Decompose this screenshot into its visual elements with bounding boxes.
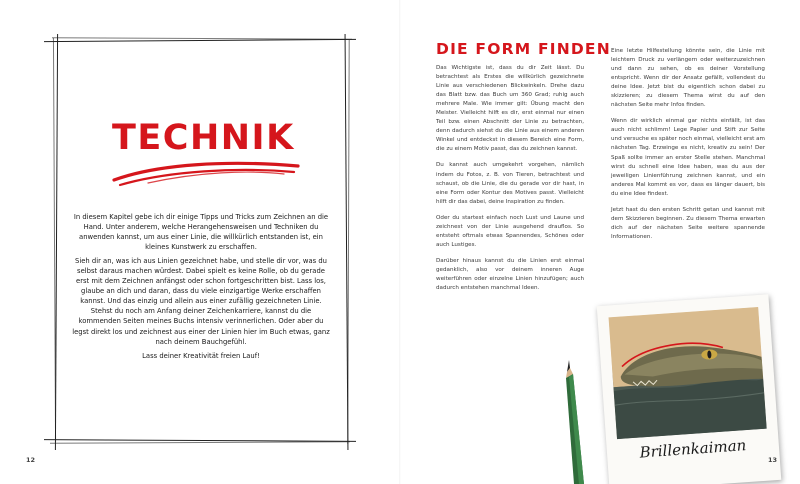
polaroid-caption: Brillenkaiman	[639, 436, 747, 462]
page-number-left: 12	[26, 456, 36, 464]
text-column-right	[611, 47, 765, 249]
body-paragraph: Du kannst auch umgekehrt vorgehen, nämlich indem du Fotos, z. B. von Tieren, betrachtest und schaust, ob die Linie, die du gerade vor dir hast, in eine Form oder Kontur des Motives passt. Vielleicht hilft dir das dabei, deine Inspiration zu finden.	[436, 162, 584, 205]
intro-closing: Lass deiner Kreativität freien Lauf!	[142, 351, 260, 360]
frame-line-right-sketch	[347, 40, 349, 444]
body-paragraph: Wenn dir wirklich einmal gar nichts einfällt, ist das auch nicht schlimm! Lege Papier und Stift zur Seite und versuche es später noch einmal, vielleicht erst am nächsten Tag. Erzwinge es nicht, kreativ zu sein! Der Spaß sollte immer an erster Stelle stehen. Manchmal wirst du schnell eine Idee haben, was du aus der jeweiligen Linienführung zeichnen kannst, und ein anderes Mal kommt es vor, dass es länger dauert, bis du eine Idee findest.	[611, 118, 765, 197]
intro-paragraph: In diesem Kapitel gebe ich dir einige Tipps und Tricks zum Zeichnen an die Hand. Unter anderem, welche Herangehensweisen und Techniken du anwenden kannst, um aus einer Linie, die willkürlich entstanden ist, ein kleines Kunstwerk zu erschaffen.	[73, 213, 329, 252]
frame-line-bottom-sketch	[50, 441, 350, 444]
body-paragraph: Jetzt hast du den ersten Schritt getan und kannst mit dem Skizzieren beginnen. Zu diesem Thema erwarten dich auf der nächsten Seite weitere spannende Informationen.	[611, 206, 765, 240]
book-gutter	[399, 0, 401, 484]
body-paragraph: Das Wichtigste ist, dass du dir Zeit lässt. Du betrachtest als Erstes die willkürlich gezeichnete Linie aus verschiedenen Blickwinkeln. Drehe dazu das Blatt bzw. das Buch um 360 Grad; ruhig auch mehrere Male. Wie immer gilt: Übung macht den Meister. Vielleicht hilft es dir, erst einmal nur einen Teil bzw. einen Abschnitt der Linie zu betrachten, denn dadurch siehst du die Linie aus einem anderen Winkel und entdeckst in diesem Bereich eine Form, die zu einem Motiv passt, das du zeichnen kannst.	[436, 65, 584, 153]
chapter-title: TECHNIK	[112, 118, 295, 158]
body-paragraph: Eine letzte Hilfestellung könnte sein, die Linie mit leichtem Druck zu verlängern oder weiterzuzeichnen und dann zu sehen, ob es deiner Vorstellung entspricht. Wenn dir der Ansatz gefällt, vollendest du deine Idee. Jetzt bist du eigentlich schon dabei zu skizzieren; zu diesem Thema wirst du auf den nächsten Seite mehr Infos finden.	[611, 48, 765, 109]
chapter-intro	[70, 212, 332, 365]
red-swoosh-icon	[108, 158, 304, 188]
intro-paragraph: Sieh dir an, was ich aus Linien gezeichnet habe, und stelle dir vor, was du selbst daraus machen würdest. Dabei spielt es keine Rolle, ob du gerade erst mit dem Zeichnen anfängst oder schon fortgeschritten bist. Lass los, glaube an dich und daran, dass du viele einzigartige Werke erschaffen kannst. Und das einzig und allein aus einer zufällig gezeichneten Linie. Stehst du noch am Anfang deiner Zeichenkarriere, kannst du die kommenden Seiten meines Buchs intensiv verinnerlichen. Oder aber du legst direkt los und zeichnest aus einer der Linien hier im Buch etwas, ganz nach deinem Bauchgefühl.	[72, 257, 330, 346]
pencil-illustration-icon	[562, 360, 584, 484]
body-paragraph: Oder du startest einfach noch Lust und Laune und zeichnest von der Linie ausgehend drauflos. So entsteht oftmals etwas Spannendes, Schönes oder auch Lustiges.	[436, 214, 584, 248]
polaroid-photo	[597, 294, 782, 484]
crocodile-photo-icon	[609, 307, 767, 439]
body-paragraph: Darüber hinaus kannst du die Linien erst einmal gedanklich, also vor deinem inneren Auge weiterführen oder einzelne Linien hinzufügen; auch dadurch entstehen manchmal Ideen.	[436, 257, 584, 292]
section-title: DIE FORM FINDEN	[436, 40, 611, 58]
page-number-right: 13	[768, 456, 778, 464]
text-column-left	[436, 64, 584, 300]
